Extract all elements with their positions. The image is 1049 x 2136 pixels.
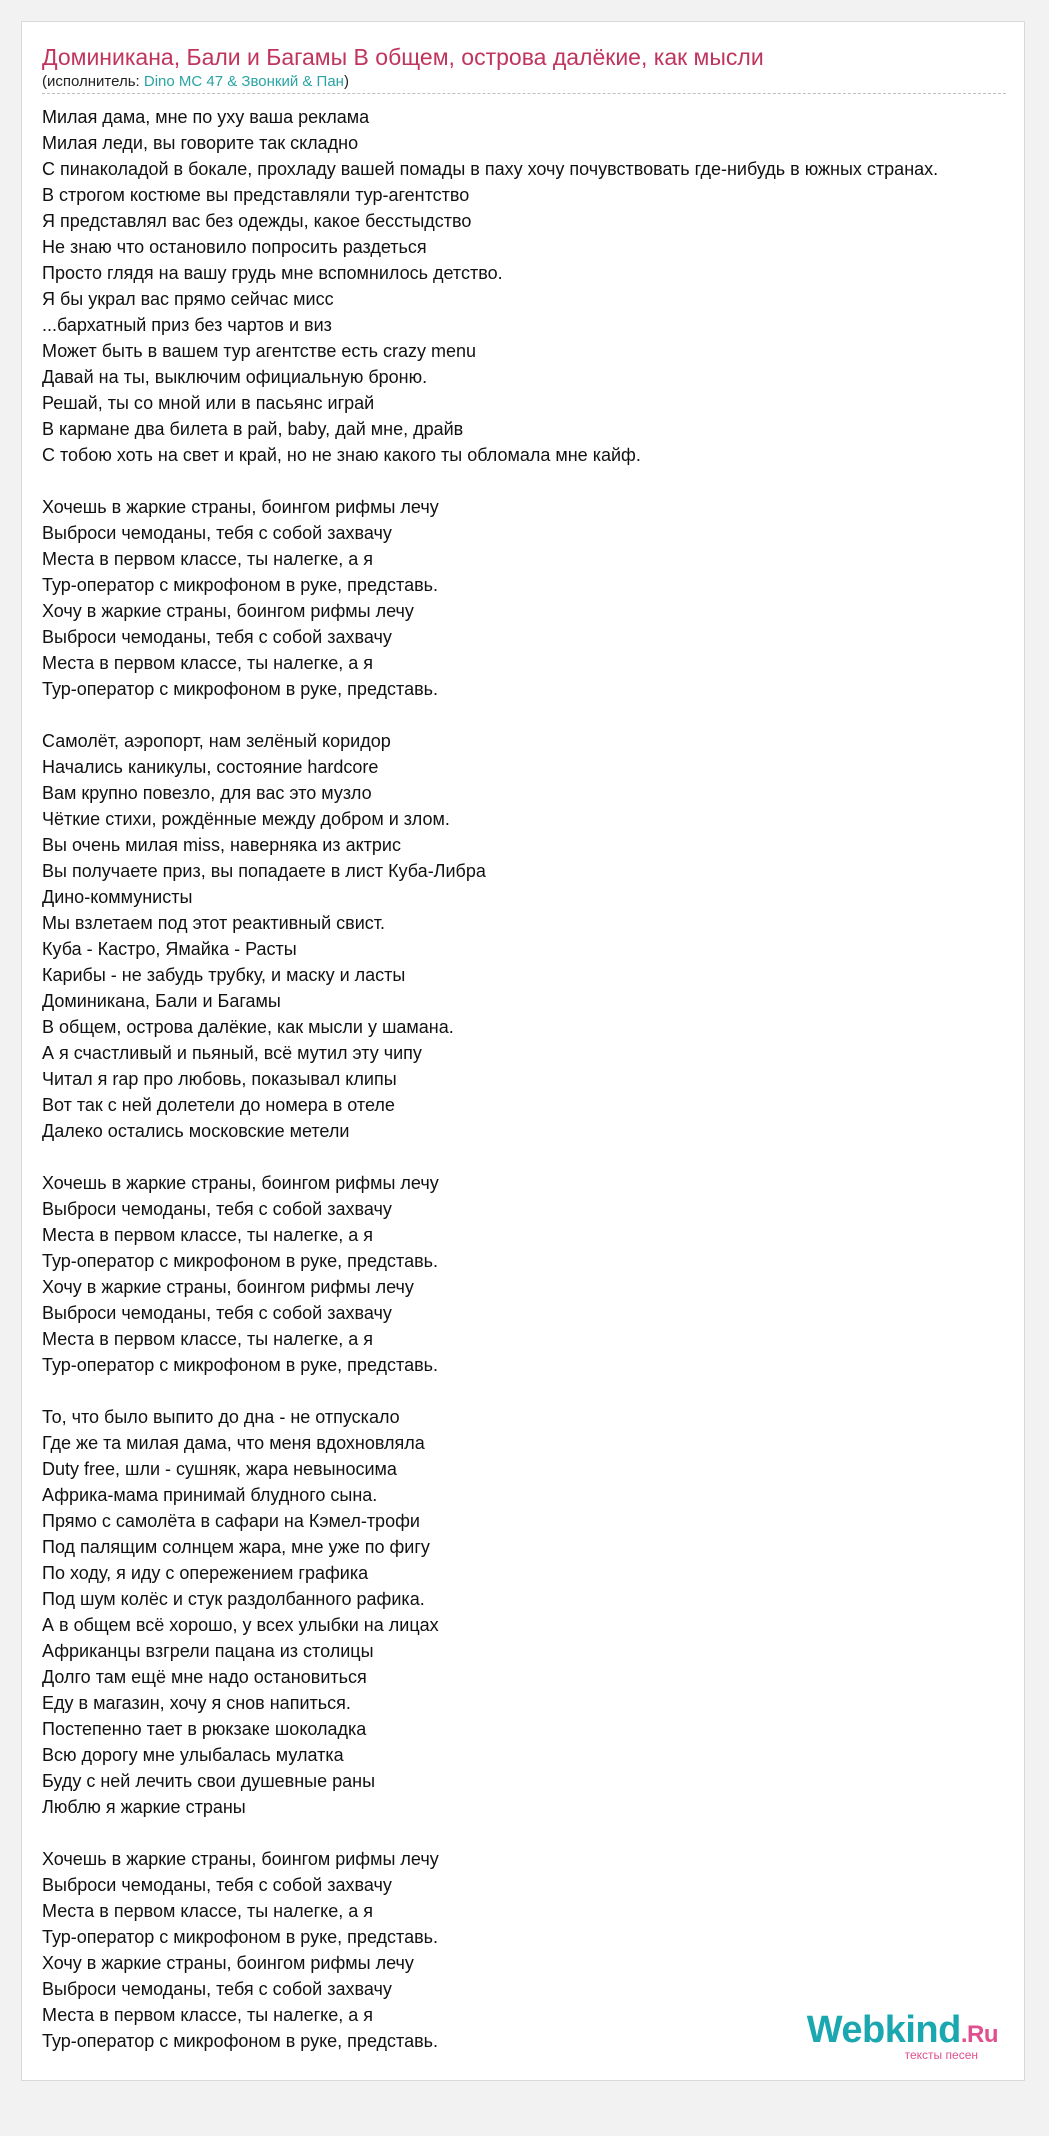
lyric-line: Хочешь в жаркие страны, боингом рифмы лечу	[42, 1849, 439, 1869]
lyrics-stanza	[42, 1404, 938, 1820]
lyric-line: Места в первом классе, ты налегке, а я	[42, 549, 374, 569]
lyric-line: Доминикана, Бали и Багамы	[42, 991, 281, 1011]
lyric-line: Может быть в вашем тур агентстве есть crazy menu	[42, 341, 477, 361]
lyric-line: Где же та милая дама, что меня вдохновляла	[42, 1433, 425, 1453]
lyric-line: Вы очень милая miss, наверняка из актрис	[42, 835, 401, 855]
lyric-line: Тур-оператор с микрофоном в руке, представь.	[42, 575, 439, 595]
lyric-line: Читал я rap про любовь, показывал клипы	[42, 1069, 397, 1089]
lyrics-stanza	[42, 728, 938, 1144]
lyric-line: Duty free, шли - сушняк, жара невыносима	[42, 1459, 397, 1479]
lyric-line: Места в первом классе, ты налегке, а я	[42, 1225, 374, 1245]
lyric-line: Африка-мама принимай блудного сына.	[42, 1485, 378, 1505]
lyric-line: Карибы - не забудь трубку, и маску и ласты	[42, 965, 406, 985]
lyric-line: Я представлял вас без одежды, какое бесстыдство	[42, 211, 472, 231]
lyrics-stanza	[42, 494, 938, 702]
artist-suffix: )	[343, 73, 349, 90]
lyric-line: Самолёт, аэропорт, нам зелёный коридор	[42, 731, 391, 751]
artist-link[interactable]: Dino MC 47 & Звонкий & Пан	[143, 73, 344, 90]
lyric-line: Хочешь в жаркие страны, боингом рифмы лечу	[42, 497, 439, 517]
artist-line	[42, 73, 349, 91]
lyric-line: Далеко остались московские метели	[42, 1121, 350, 1141]
lyrics-text	[42, 104, 938, 2080]
lyric-line: В кармане два билета в рай, baby, дай мне, драйв	[42, 419, 464, 439]
lyric-line: Выброси чемоданы, тебя с собой захвачу	[42, 1199, 392, 1219]
lyric-line: По ходу, я иду с опережением графика	[42, 1563, 369, 1583]
lyric-line: Милая леди, вы говорите так складно	[42, 133, 359, 153]
lyric-line: С пинаколадой в бокале, прохладу вашей помады в паху хочу почувствовать где-нибудь в южных странах.	[42, 159, 939, 179]
lyric-line: А я счастливый и пьяный, всё мутил эту чипу	[42, 1043, 422, 1063]
lyric-line: Давай на ты, выключим официальную броню.	[42, 367, 428, 387]
lyric-line: Постепенно тает в рюкзаке шоколадка	[42, 1719, 367, 1739]
lyric-line: Места в первом классе, ты налегке, а я	[42, 2005, 374, 2025]
lyric-line: Тур-оператор с микрофоном в руке, представь.	[42, 2031, 439, 2051]
lyric-line: В общем, острова далёкие, как мысли у шамана.	[42, 1017, 454, 1037]
lyric-line: Тур-оператор с микрофоном в руке, представь.	[42, 679, 439, 699]
lyric-line: То, что было выпито до дна - не отпускало	[42, 1407, 400, 1427]
lyric-line: Тур-оператор с микрофоном в руке, представь.	[42, 1927, 439, 1947]
lyric-line: Африканцы взгрели пацана из столицы	[42, 1641, 374, 1661]
lyrics-card	[21, 21, 1025, 2081]
lyric-line: Выброси чемоданы, тебя с собой захвачу	[42, 1875, 392, 1895]
lyric-line: Хочу в жаркие страны, боингом рифмы лечу	[42, 1277, 414, 1297]
lyric-line: Места в первом классе, ты налегке, а я	[42, 1901, 374, 1921]
lyric-line: Вам крупно повезло, для вас это музло	[42, 783, 372, 803]
lyric-line: Всю дорогу мне улыбалась мулатка	[42, 1745, 344, 1765]
lyric-line: Хочешь в жаркие страны, боингом рифмы лечу	[42, 1173, 439, 1193]
lyric-line: Тур-оператор с микрофоном в руке, представь.	[42, 1251, 439, 1271]
lyric-line: Хочу в жаркие страны, боингом рифмы лечу	[42, 601, 414, 621]
lyric-line: Еду в магазин, хочу я снов напиться.	[42, 1693, 351, 1713]
lyric-line: А в общем всё хорошо, у всех улыбки на лицах	[42, 1615, 439, 1635]
lyric-line: Под палящим солнцем жара, мне уже по фигу	[42, 1537, 430, 1557]
lyric-line: Выброси чемоданы, тебя с собой захвачу	[42, 523, 392, 543]
lyric-line: Не знаю что остановило попросить раздеться	[42, 237, 427, 257]
lyric-line: Я бы украл вас прямо сейчас мисс	[42, 289, 334, 309]
lyric-line: Люблю я жаркие страны	[42, 1797, 246, 1817]
lyric-line: Места в первом классе, ты налегке, а я	[42, 653, 374, 673]
lyric-line: ...бархатный приз без чартов и виз	[42, 315, 332, 335]
song-title: Доминикана, Бали и Багамы В общем, острова далёкие, как мысли	[42, 44, 764, 70]
lyric-line: Прямо с самолёта в сафари на Кэмел-трофи	[42, 1511, 420, 1531]
logo-tld: .Ru	[960, 2021, 998, 2048]
lyric-line: В строгом костюме вы представляли тур-агентство	[42, 185, 470, 205]
lyric-line: Дино-коммунисты	[42, 887, 193, 907]
lyric-line: С тобою хоть на свет и край, но не знаю какого ты обломала мне кайф.	[42, 445, 641, 465]
lyric-line: Места в первом классе, ты налегке, а я	[42, 1329, 374, 1349]
artist-prefix: (исполнитель:	[42, 73, 144, 90]
lyric-line: Выброси чемоданы, тебя с собой захвачу	[42, 1303, 392, 1323]
webkind-logo[interactable]	[798, 2008, 998, 2066]
lyric-line: Мы взлетаем под этот реактивный свист.	[42, 913, 386, 933]
lyric-line: Решай, ты со мной или в пасьянс играй	[42, 393, 375, 413]
lyric-line: Долго там ещё мне надо остановиться	[42, 1667, 367, 1687]
lyric-line: Буду с ней лечить свои душевные раны	[42, 1771, 376, 1791]
lyric-line: Тур-оператор с микрофоном в руке, представь.	[42, 1355, 439, 1375]
lyrics-stanza	[42, 104, 938, 468]
lyric-line: Вы получаете приз, вы попадаете в лист Куба-Либра	[42, 861, 486, 881]
lyric-line: Хочу в жаркие страны, боингом рифмы лечу	[42, 1953, 414, 1973]
logo-main-text: Webkind	[806, 2009, 961, 2051]
lyric-line: Просто глядя на вашу грудь мне вспомнилось детство.	[42, 263, 503, 283]
lyric-line: Вот так с ней долетели до номера в отеле	[42, 1095, 395, 1115]
lyric-line: Выброси чемоданы, тебя с собой захвачу	[42, 627, 392, 647]
lyric-line: Чёткие стихи, рождённые между добром и злом.	[42, 809, 450, 829]
lyric-line: Начались каникулы, состояние hardcore	[42, 757, 379, 777]
lyric-line: Милая дама, мне по уху ваша реклама	[42, 107, 370, 127]
lyric-line: Под шум колёс и стук раздолбанного рафика.	[42, 1589, 425, 1609]
lyric-line: Куба - Кастро, Ямайка - Расты	[42, 939, 297, 959]
logo-tagline: тексты песен	[904, 2048, 978, 2062]
title-divider	[42, 93, 1006, 94]
lyric-line: Выброси чемоданы, тебя с собой захвачу	[42, 1979, 392, 1999]
lyrics-stanza	[42, 1170, 938, 1378]
